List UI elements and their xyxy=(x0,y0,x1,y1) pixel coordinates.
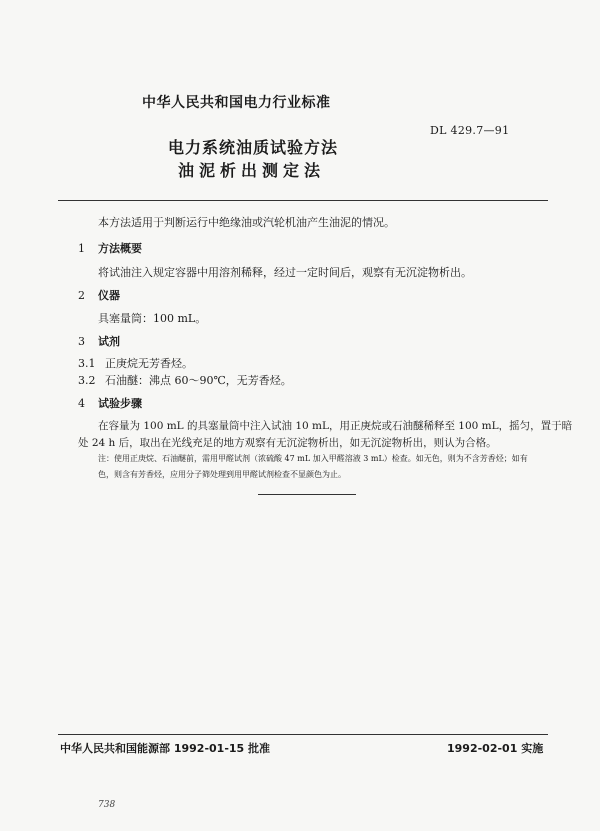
section-title: 试剂 xyxy=(98,335,120,348)
document-title: 电力系统油质试验方法 xyxy=(168,138,339,157)
subsection-text: 正庚烷无芳香烃。 xyxy=(105,357,193,370)
subsection-3-1 xyxy=(78,355,193,371)
section-4-body-line2: 处 24 h 后，取出在光线充足的地方观察有无沉淀物析出，如无沉淀物析出，则认为合格。 xyxy=(78,437,497,449)
section-4-body-line1: 在容量为 100 mL 的具塞量筒中注入试油 10 mL，用正庚烷或石油醚稀释至 100 mL，摇匀，置于暗 xyxy=(98,420,573,432)
section-number: 1 xyxy=(78,242,85,255)
implementation-date: 1992-02-01 实施 xyxy=(447,742,544,755)
document-subtitle: 油泥析出测定法 xyxy=(178,161,326,180)
intro-paragraph: 本方法适用于判断运行中绝缘油或汽轮机油产生油泥的情况。 xyxy=(98,216,395,229)
subsection-number: 3.2 xyxy=(78,374,96,387)
subsection-number: 3.1 xyxy=(78,357,96,370)
section-1-body: 将试油注入规定容器中用溶剂稀释，经过一定时间后，观察有无沉淀物析出。 xyxy=(98,266,472,279)
section-number: 4 xyxy=(78,397,85,410)
header-divider xyxy=(58,200,548,201)
note-line2: 色，则含有芳香烃，应用分子筛处理到用甲醛试剂检查不显颜色为止。 xyxy=(98,470,346,479)
section-4-heading xyxy=(78,395,142,411)
section-title: 方法概要 xyxy=(98,242,142,255)
subsection-3-2 xyxy=(78,372,292,388)
section-3-heading xyxy=(78,333,120,349)
approval-line: 中华人民共和国能源部 1992-01-15 批准 xyxy=(60,742,271,755)
standard-type-heading: 中华人民共和国电力行业标准 xyxy=(142,95,331,111)
section-2-heading xyxy=(78,287,120,303)
footer-divider xyxy=(58,734,548,735)
subsection-text: 石油醚：沸点 60～90℃，无芳香烃。 xyxy=(105,374,292,387)
section-number: 2 xyxy=(78,289,85,302)
end-divider xyxy=(258,494,356,495)
standard-code: DL 429.7—91 xyxy=(430,124,510,137)
page-number: 738 xyxy=(98,800,116,810)
section-number: 3 xyxy=(78,335,85,348)
section-1-heading xyxy=(78,240,142,256)
section-title: 仪器 xyxy=(98,289,120,302)
note-line1: 注：使用正庚烷、石油醚前，需用甲醛试剂（浓硫酸 47 mL 加入甲醛溶液 3 mL）检查。如无色，则为不含芳香烃；如有 xyxy=(98,454,528,463)
section-2-body: 具塞量筒：100 mL。 xyxy=(98,312,207,325)
section-title: 试验步骤 xyxy=(98,397,142,410)
